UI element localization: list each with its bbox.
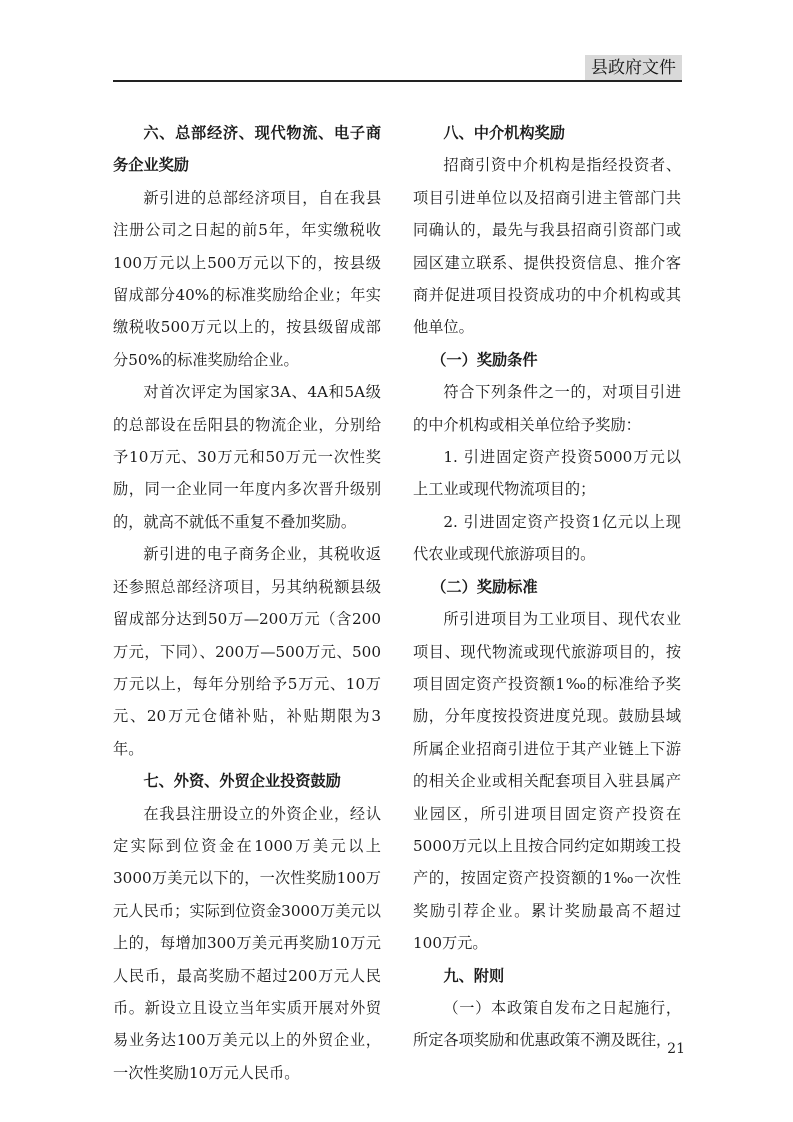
- paragraph: （一）本政策自发布之日起施行，所定各项奖励和优惠政策不溯及既往，: [413, 998, 681, 1050]
- document-category-tag: 县政府文件: [585, 55, 682, 81]
- section-heading-9: 九、附则: [443, 966, 505, 985]
- subheading-standards: （二）奖励标准: [431, 577, 538, 596]
- page-number: 21: [667, 1041, 685, 1057]
- right-column: [413, 117, 681, 1057]
- section-heading-8: 八、中介机构奖励: [443, 124, 565, 142]
- left-column: [113, 117, 381, 1089]
- paragraph: 符合下列条件之一的，对项目引进的中介机构或相关单位给予奖励：: [413, 383, 681, 434]
- paragraph: 招商引资中介机构是指经投资者、项目引进单位以及招商引进主管部门共同确认的，最先与我县招商引资部门或园区建立联系、提供投资信息、推介客商并促进项目投资成功的中介机构或其他单位。: [413, 156, 681, 337]
- list-item: 1. 引进固定资产投资5000万元以上工业或现代物流项目的；: [413, 448, 681, 499]
- paragraph: 新引进的电子商务企业，其税收返还参照总部经济项目，另其纳税额县级留成部分达到50万—200万元（含200万元，下同）、200万—500万元、500万元以上，每年分别给予5万元、10万元、20万元仓储补贴，补贴期限为3年。: [113, 545, 381, 758]
- list-item: 2. 引进固定资产投资1亿元以上现代农业或现代旅游项目的。: [413, 512, 681, 564]
- header-divider: [113, 80, 682, 82]
- paragraph: 在我县注册设立的外资企业，经认定实际到位资金在1000万美元以上3000万美元以下的，一次性奖励100万元人民币；实际到位资金3000万美元以上的，每增加300万美元再奖励10万元人民币，最高奖励不超过200万元人民币。新设立且设立当年实质开展对外贸易业务达100万美元以上的外贸企业，一次性奖励10万元人民币。: [113, 804, 381, 1082]
- paragraph: 对首次评定为国家3A、4A和5A级的总部设在岳阳县的物流企业，分别给予10万元、30万元和50万元一次性奖励，同一企业同一年度内多次晋升级别的，就高不就低不重复不叠加奖励。: [113, 383, 381, 531]
- paragraph: 所引进项目为工业项目、现代农业项目、现代物流或现代旅游项目的，按项目固定资产投资额1‰的标准给予奖励，分年度按投资进度兑现。鼓励县域所属企业招商引进位于其产业链上下游的相关企业或相关配套项目入驻县属产业园区，所引进项目固定资产投资在5000万元以上且按合同约定如期竣工投产的，按固定资产投资额的1‰一次性奖励引荐企业。累计奖励最高不超过100万元。: [413, 610, 681, 953]
- subheading-conditions: （一）奖励条件: [431, 350, 538, 369]
- section-heading-7: 七、外资、外贸企业投资鼓励: [143, 772, 341, 791]
- paragraph: 新引进的总部经济项目，自在我县注册公司之日起的前5年，年实缴税收100万元以上500万元以下的，按县级留成部分40%的标准奖励给企业；年实缴税收500万元以上的，按县级留成部分50%的标准奖励给企业。: [113, 188, 381, 369]
- section-heading-6: 六、总部经济、现代物流、电子商务企业奖励: [113, 124, 381, 175]
